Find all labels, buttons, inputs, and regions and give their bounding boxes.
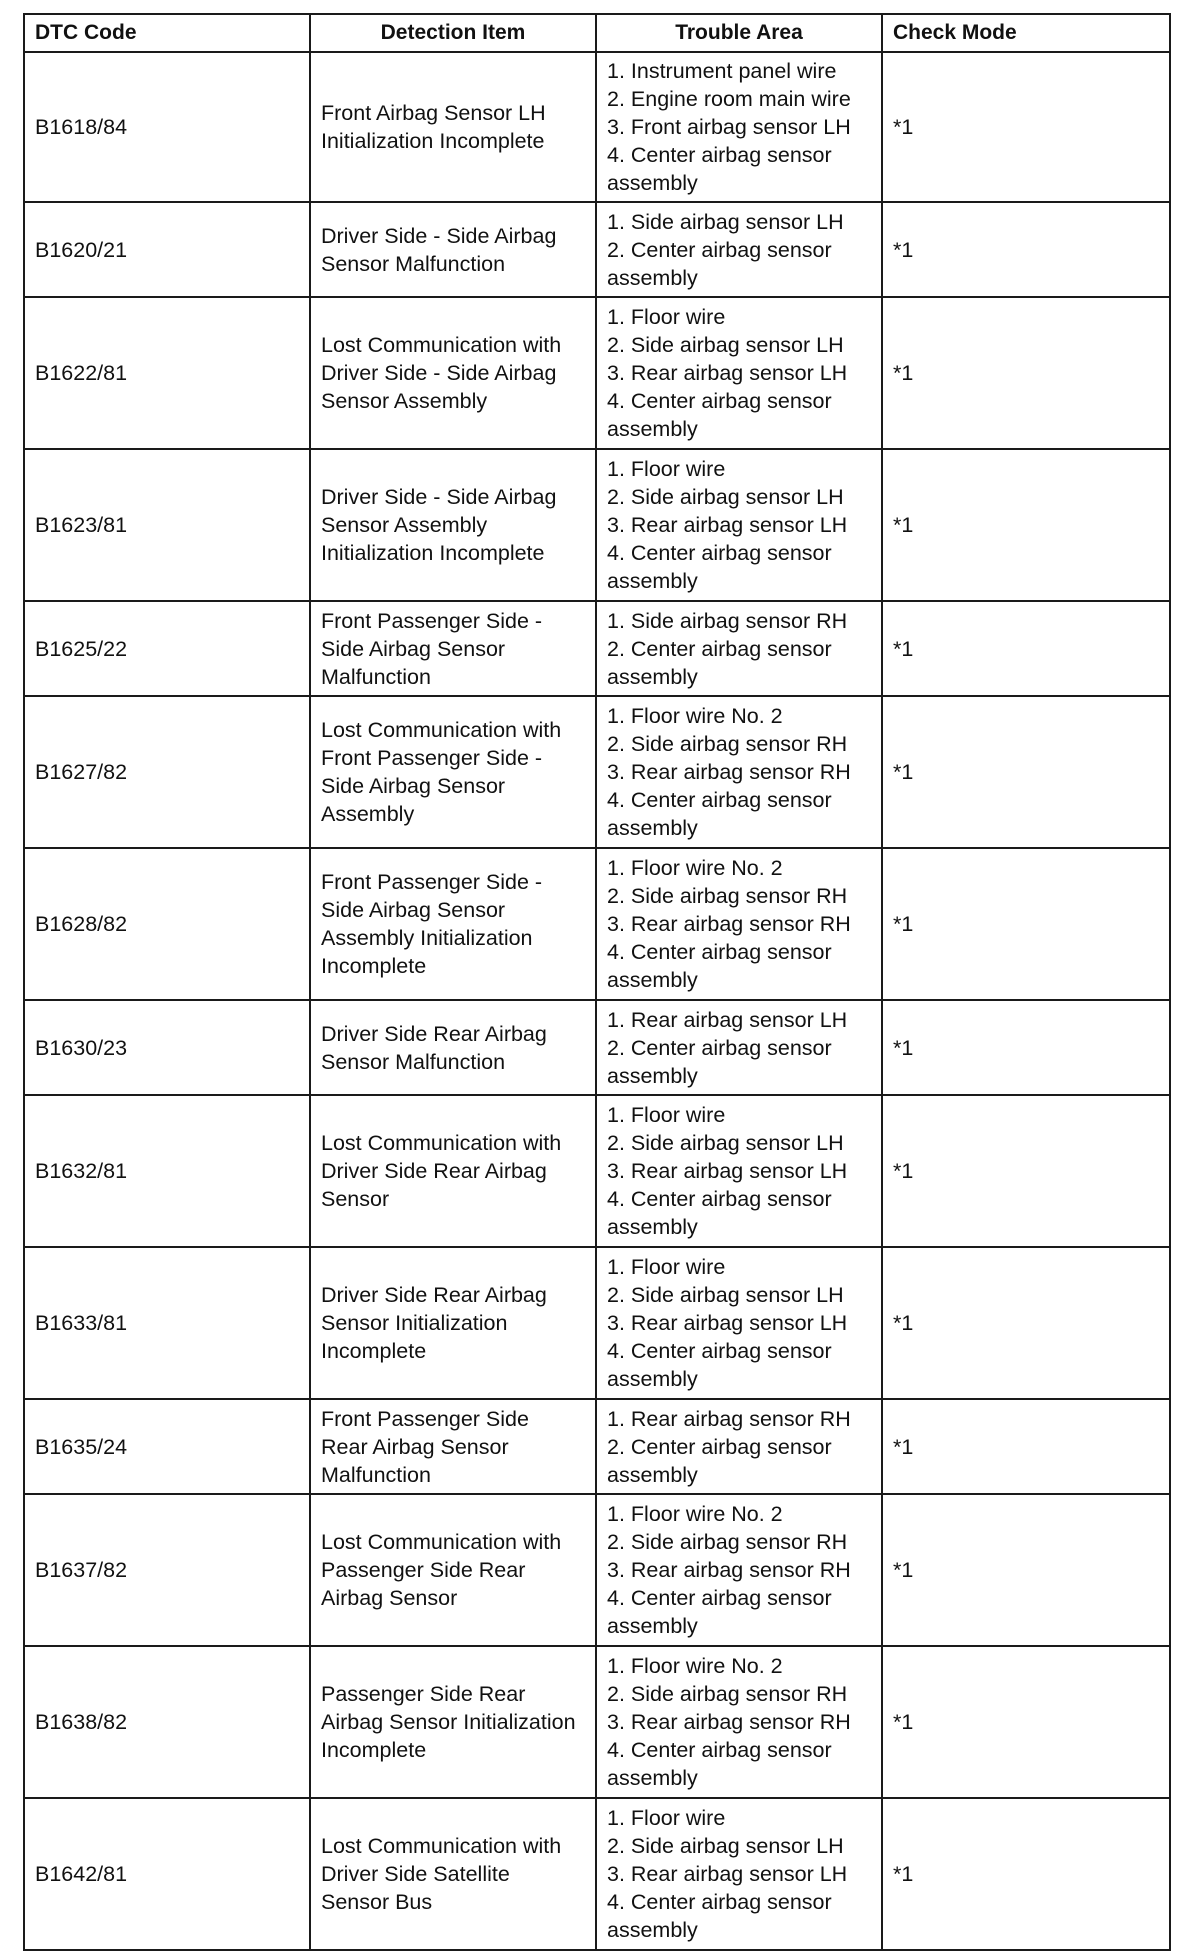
trouble-area-cell (596, 1095, 882, 1247)
trouble-area-line: 4. Center airbag sensor (607, 1187, 832, 1211)
detection-item-line: Side Airbag Sensor (321, 636, 506, 661)
trouble-area-line: 1. Side airbag sensor LH (607, 209, 844, 234)
detection-item-cell (310, 696, 596, 848)
trouble-area-line: 4. Center airbag sensor (607, 940, 832, 964)
dtc-code-cell: B1622/81 (24, 297, 310, 449)
check-mode-cell: *1 (882, 297, 1170, 449)
trouble-area-line: 4. Center airbag sensor (607, 1586, 832, 1610)
check-mode-cell: *1 (882, 1646, 1170, 1798)
table-row (24, 52, 1170, 202)
table-row (24, 601, 1170, 696)
table-row (24, 449, 1170, 601)
trouble-area-line: 2. Side airbag sensor LH (607, 1834, 844, 1858)
trouble-area-line: 3. Rear airbag sensor RH (607, 760, 851, 784)
detection-item-cell (310, 1399, 596, 1494)
trouble-area-line: assembly (607, 1462, 698, 1487)
trouble-area-line: 3. Front airbag sensor LH (607, 115, 851, 139)
trouble-area-line: 1. Floor wire (607, 457, 726, 481)
trouble-area-line: assembly (607, 1367, 698, 1391)
trouble-area-line: 4. Center airbag sensor (607, 788, 832, 812)
dtc-code-cell: B1632/81 (24, 1095, 310, 1247)
detection-item-line: Malfunction (321, 1462, 431, 1487)
trouble-area-line: 1. Floor wire No. 2 (607, 856, 783, 880)
detection-item-line: Driver Side Satellite (321, 1862, 510, 1886)
header-check-mode: Check Mode (882, 14, 1170, 52)
trouble-area-cell (596, 696, 882, 848)
table-row (24, 848, 1170, 1000)
table-row (24, 1798, 1170, 1950)
trouble-area-line: 4. Center airbag sensor (607, 143, 832, 167)
dtc-code-cell: B1623/81 (24, 449, 310, 601)
check-mode-cell: *1 (882, 449, 1170, 601)
trouble-area-line: 2. Engine room main wire (607, 87, 851, 111)
trouble-area-line: 3. Rear airbag sensor LH (607, 1311, 848, 1335)
trouble-area-line: assembly (607, 417, 698, 441)
trouble-area-line: 1. Floor wire (607, 1806, 726, 1830)
trouble-area-line: 2. Side airbag sensor LH (607, 485, 844, 509)
check-mode-cell: *1 (882, 202, 1170, 297)
detection-item-line: Lost Communication with (321, 1131, 562, 1155)
detection-item-line: Sensor Assembly (321, 513, 488, 537)
detection-item-line: Driver Side - Side Airbag (321, 485, 557, 509)
trouble-area-line: 2. Side airbag sensor RH (607, 884, 848, 908)
detection-item-line: Front Passenger Side - (321, 608, 543, 633)
trouble-area-line: 3. Rear airbag sensor LH (607, 361, 848, 385)
detection-item-line: Lost Communication with (321, 718, 562, 742)
trouble-area-line: 2. Side airbag sensor LH (607, 1131, 844, 1155)
detection-item-cell (310, 1000, 596, 1095)
trouble-area-cell (596, 297, 882, 449)
check-mode-cell: *1 (882, 1247, 1170, 1399)
table-row (24, 202, 1170, 297)
trouble-area-line: assembly (607, 664, 698, 689)
trouble-area-line: 2. Center airbag sensor (607, 237, 832, 262)
trouble-area-line: 2. Center airbag sensor (607, 1035, 832, 1060)
trouble-area-line: 4. Center airbag sensor (607, 1339, 832, 1363)
check-mode-cell: *1 (882, 1399, 1170, 1494)
trouble-area-line: 2. Center airbag sensor (607, 1434, 832, 1459)
check-mode-cell: *1 (882, 1798, 1170, 1950)
table-row (24, 1494, 1170, 1646)
trouble-area-line: 1. Floor wire No. 2 (607, 704, 783, 728)
trouble-area-line: assembly (607, 1614, 698, 1638)
table-row (24, 297, 1170, 449)
dtc-code-cell: B1620/21 (24, 202, 310, 297)
trouble-area-line: 2. Side airbag sensor LH (607, 333, 844, 357)
detection-item-line: Front Passenger Side - (321, 746, 543, 770)
header-trouble-area: Trouble Area (596, 14, 882, 52)
trouble-area-line: 1. Instrument panel wire (607, 59, 837, 83)
detection-item-cell (310, 1798, 596, 1950)
trouble-area-line: 3. Rear airbag sensor LH (607, 513, 848, 537)
trouble-area-line: 1. Rear airbag sensor RH (607, 1406, 851, 1431)
detection-item-cell (310, 601, 596, 696)
dtc-table (23, 13, 1171, 1951)
detection-item-line: Airbag Sensor Initialization (321, 1710, 576, 1734)
detection-item-line: Front Passenger Side - (321, 870, 543, 894)
trouble-area-line: assembly (607, 1063, 698, 1088)
check-mode-cell: *1 (882, 848, 1170, 1000)
header-row (24, 14, 1170, 52)
dtc-code-cell: B1628/82 (24, 848, 310, 1000)
trouble-area-line: 1. Floor wire (607, 305, 726, 329)
trouble-area-line: 2. Side airbag sensor RH (607, 1682, 848, 1706)
trouble-area-line: assembly (607, 816, 698, 840)
table-body (24, 52, 1170, 1950)
detection-item-line: Sensor Malfunction (321, 251, 506, 276)
detection-item-cell (310, 1646, 596, 1798)
detection-item-line: Incomplete (321, 954, 427, 978)
trouble-area-line: 4. Center airbag sensor (607, 541, 832, 565)
trouble-area-line: 2. Side airbag sensor LH (607, 1283, 844, 1307)
trouble-area-line: 3. Rear airbag sensor RH (607, 1710, 851, 1734)
check-mode-cell: *1 (882, 52, 1170, 202)
trouble-area-line: 3. Rear airbag sensor LH (607, 1862, 848, 1886)
check-mode-cell: *1 (882, 1095, 1170, 1247)
table-row (24, 1095, 1170, 1247)
trouble-area-line: assembly (607, 1766, 698, 1790)
detection-item-line: Side Airbag Sensor (321, 898, 506, 922)
detection-item-line: Driver Side Rear Airbag (321, 1159, 547, 1183)
dtc-code-cell: B1625/22 (24, 601, 310, 696)
dtc-code-cell: B1642/81 (24, 1798, 310, 1950)
dtc-code-cell: B1638/82 (24, 1646, 310, 1798)
trouble-area-line: assembly (607, 1918, 698, 1942)
detection-item-line: Side Airbag Sensor (321, 774, 506, 798)
trouble-area-line: assembly (607, 569, 698, 593)
detection-item-line: Assembly Initialization (321, 926, 533, 950)
detection-item-line: Initialization Incomplete (321, 129, 545, 153)
trouble-area-cell (596, 1798, 882, 1950)
dtc-code-cell: B1618/84 (24, 52, 310, 202)
detection-item-cell (310, 202, 596, 297)
trouble-area-cell (596, 1646, 882, 1798)
trouble-area-cell (596, 1000, 882, 1095)
check-mode-cell: *1 (882, 1494, 1170, 1646)
trouble-area-line: 1. Floor wire (607, 1255, 726, 1279)
check-mode-cell: *1 (882, 601, 1170, 696)
trouble-area-line: assembly (607, 968, 698, 992)
detection-item-line: Sensor Initialization (321, 1311, 508, 1335)
trouble-area-line: 4. Center airbag sensor (607, 389, 832, 413)
detection-item-line: Rear Airbag Sensor (321, 1434, 509, 1459)
trouble-area-line: assembly (607, 265, 698, 290)
trouble-area-line: 3. Rear airbag sensor RH (607, 1558, 851, 1582)
table-row (24, 1000, 1170, 1095)
detection-item-cell (310, 1095, 596, 1247)
trouble-area-cell (596, 202, 882, 297)
detection-item-line: Sensor Assembly (321, 389, 488, 413)
table-row (24, 1247, 1170, 1399)
detection-item-line: Front Passenger Side (321, 1406, 529, 1431)
trouble-area-cell (596, 1399, 882, 1494)
detection-item-line: Driver Side - Side Airbag (321, 223, 557, 248)
table-row (24, 696, 1170, 848)
detection-item-line: Sensor (321, 1187, 390, 1211)
check-mode-cell: *1 (882, 696, 1170, 848)
trouble-area-line: assembly (607, 171, 698, 195)
trouble-area-line: 2. Center airbag sensor (607, 636, 832, 661)
trouble-area-cell (596, 1247, 882, 1399)
trouble-area-line: 2. Side airbag sensor RH (607, 1530, 848, 1554)
trouble-area-line: 1. Floor wire No. 2 (607, 1502, 783, 1526)
check-mode-cell: *1 (882, 1000, 1170, 1095)
dtc-code-cell: B1637/82 (24, 1494, 310, 1646)
detection-item-cell (310, 449, 596, 601)
trouble-area-line: assembly (607, 1215, 698, 1239)
table-row (24, 1646, 1170, 1798)
detection-item-line: Malfunction (321, 664, 431, 689)
table-row (24, 1399, 1170, 1494)
dtc-code-cell: B1633/81 (24, 1247, 310, 1399)
detection-item-line: Lost Communication with (321, 1530, 562, 1554)
detection-item-line: Sensor Bus (321, 1890, 433, 1914)
detection-item-line: Passenger Side Rear (321, 1682, 526, 1706)
dtc-code-cell: B1630/23 (24, 1000, 310, 1095)
detection-item-line: Initialization Incomplete (321, 541, 545, 565)
detection-item-line: Front Airbag Sensor LH (321, 101, 546, 125)
detection-item-cell (310, 52, 596, 202)
detection-item-line: Airbag Sensor (321, 1586, 458, 1610)
header-dtc-code: DTC Code (24, 14, 310, 52)
detection-item-line: Incomplete (321, 1339, 427, 1363)
detection-item-line: Passenger Side Rear (321, 1558, 526, 1582)
trouble-area-line: 1. Floor wire (607, 1103, 726, 1127)
detection-item-cell (310, 848, 596, 1000)
trouble-area-cell (596, 601, 882, 696)
trouble-area-line: 4. Center airbag sensor (607, 1738, 832, 1762)
detection-item-line: Incomplete (321, 1738, 427, 1762)
detection-item-line: Driver Side Rear Airbag (321, 1283, 547, 1307)
trouble-area-line: 1. Floor wire No. 2 (607, 1654, 783, 1678)
trouble-area-line: 1. Rear airbag sensor LH (607, 1007, 848, 1032)
trouble-area-cell (596, 449, 882, 601)
dtc-code-cell: B1627/82 (24, 696, 310, 848)
trouble-area-line: 2. Side airbag sensor RH (607, 732, 848, 756)
table-header (24, 14, 1170, 52)
trouble-area-cell (596, 1494, 882, 1646)
detection-item-line: Driver Side Rear Airbag (321, 1021, 547, 1046)
trouble-area-line: 4. Center airbag sensor (607, 1890, 832, 1914)
detection-item-line: Driver Side - Side Airbag (321, 361, 557, 385)
header-detection-item: Detection Item (310, 14, 596, 52)
detection-item-line: Lost Communication with (321, 1834, 562, 1858)
detection-item-cell (310, 297, 596, 449)
detection-item-line: Lost Communication with (321, 333, 562, 357)
detection-item-cell (310, 1247, 596, 1399)
trouble-area-cell (596, 52, 882, 202)
detection-item-line: Assembly (321, 802, 415, 826)
trouble-area-line: 3. Rear airbag sensor RH (607, 912, 851, 936)
detection-item-cell (310, 1494, 596, 1646)
trouble-area-cell (596, 848, 882, 1000)
dtc-code-cell: B1635/24 (24, 1399, 310, 1494)
detection-item-line: Sensor Malfunction (321, 1049, 506, 1074)
trouble-area-line: 1. Side airbag sensor RH (607, 608, 848, 633)
trouble-area-line: 3. Rear airbag sensor LH (607, 1159, 848, 1183)
